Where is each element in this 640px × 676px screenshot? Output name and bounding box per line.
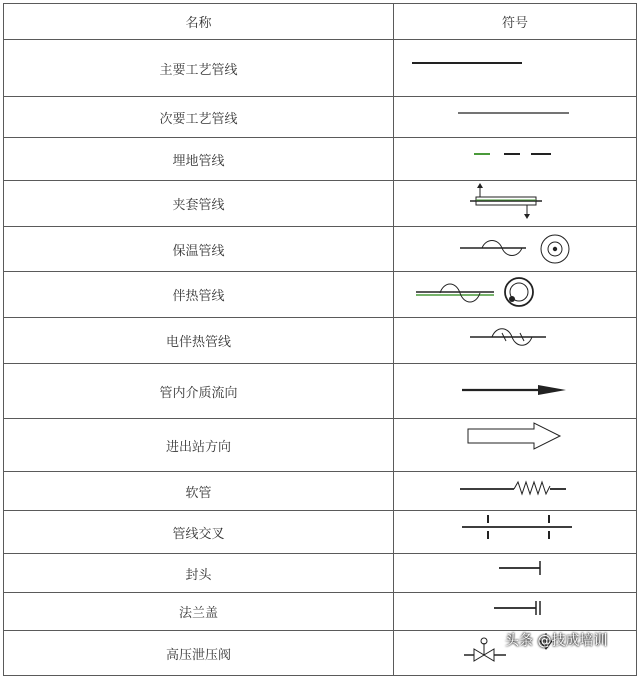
- symbol-cell: [394, 554, 637, 593]
- jacketed-line-icon: [394, 181, 637, 226]
- pipeline-symbol-table: [3, 3, 637, 676]
- insulated-line-icon: [394, 227, 637, 271]
- row-name: 次要工艺管线: [4, 97, 394, 138]
- watermark-text: 头条 @技成培训: [505, 633, 608, 649]
- symbol-cell: [394, 364, 637, 419]
- symbol-cell: [394, 472, 637, 511]
- row-name: 夹套管线: [4, 181, 394, 227]
- symbol-cell: [394, 272, 637, 318]
- header-symbol: 符号: [394, 4, 637, 40]
- buried-line-icon: [394, 138, 637, 180]
- table-row: [4, 593, 637, 631]
- row-name: 管内介质流向: [4, 364, 394, 419]
- row-name: 法兰盖: [4, 593, 394, 631]
- flow-direction-arrow-icon: [394, 364, 637, 418]
- symbol-cell: [394, 138, 637, 181]
- row-name: 保温管线: [4, 227, 394, 272]
- row-name: 软管: [4, 472, 394, 511]
- symbol-cell: [394, 419, 637, 472]
- row-name: 电伴热管线: [4, 318, 394, 364]
- main-process-line-icon: [394, 40, 637, 96]
- table-row: [4, 511, 637, 554]
- symbol-cell: [394, 97, 637, 138]
- table-row: [4, 181, 637, 227]
- row-name: 管线交叉: [4, 511, 394, 554]
- symbol-cell: [394, 318, 637, 364]
- hose-icon: [394, 472, 637, 510]
- line-crossing-icon: [394, 511, 637, 553]
- table-row: [4, 554, 637, 593]
- table-header-row: [4, 4, 637, 40]
- row-name: 进出站方向: [4, 419, 394, 472]
- traced-line-icon: [394, 272, 637, 317]
- table-row: [4, 138, 637, 181]
- station-direction-arrow-icon: [394, 419, 637, 471]
- table-row: [4, 272, 637, 318]
- table-row: [4, 227, 637, 272]
- symbol-cell: [394, 40, 637, 97]
- row-name: 伴热管线: [4, 272, 394, 318]
- row-name: 高压泄压阀: [4, 631, 394, 676]
- table-row: [4, 97, 637, 138]
- end-cap-icon: [394, 554, 637, 592]
- table-row: [4, 472, 637, 511]
- electric-traced-line-icon: [394, 318, 637, 363]
- symbol-cell: [394, 227, 637, 272]
- row-name: 封头: [4, 554, 394, 593]
- symbol-cell: [394, 181, 637, 227]
- symbol-cell: [394, 511, 637, 554]
- secondary-process-line-icon: [394, 97, 637, 137]
- table-row: [4, 40, 637, 97]
- row-name: 埋地管线: [4, 138, 394, 181]
- table-row: [4, 318, 637, 364]
- blind-flange-icon: [394, 593, 637, 630]
- table-row: [4, 419, 637, 472]
- row-name: 主要工艺管线: [4, 40, 394, 97]
- table-row: [4, 364, 637, 419]
- header-name: 名称: [4, 4, 394, 40]
- symbol-cell: [394, 593, 637, 631]
